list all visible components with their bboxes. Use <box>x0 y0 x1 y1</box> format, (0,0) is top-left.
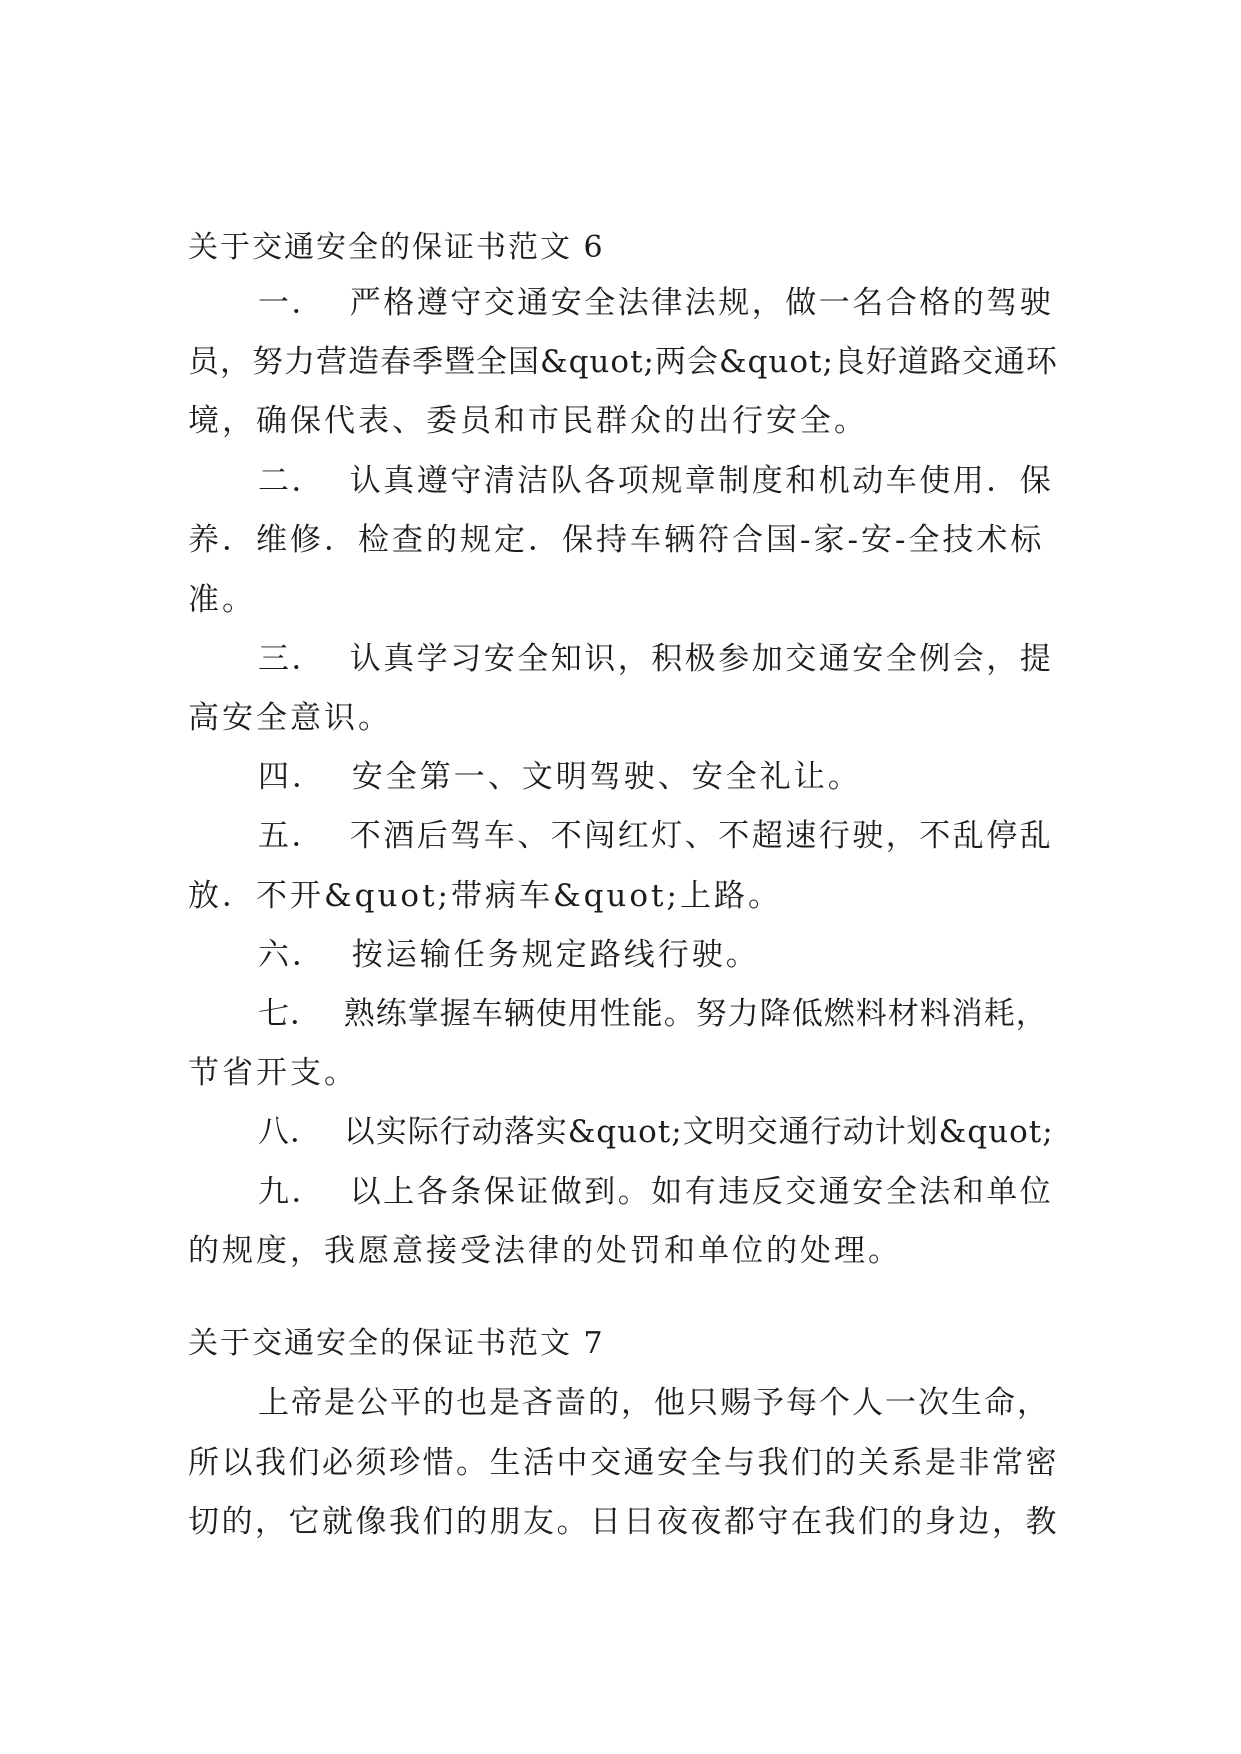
paragraph-line: 准。 <box>188 582 256 618</box>
paragraph-line: 四． 安全第一、文明驾驶、安全礼让。 <box>258 759 862 795</box>
paragraph-line: 上帝是公平的也是吝啬的，他只赐予每个人一次生命， <box>258 1385 1050 1421</box>
paragraph-line: 境，确保代表、委员和市民群众的出行安全。 <box>188 403 868 439</box>
section-6-title: 关于交通安全的保证书范文 6 <box>188 230 605 265</box>
paragraph-line: 五． 不酒后驾车、不闯红灯、不超速行驶，不乱停乱 <box>258 818 1054 854</box>
paragraph-line: 员，努力营造春季暨全国&quot;两会&quot;良好道路交通环 <box>188 344 1058 380</box>
paragraph-line: 的规度，我愿意接受法律的处罚和单位的处理。 <box>188 1233 902 1269</box>
paragraph-line: 养．维修．检查的规定．保持车辆符合国-家-安-全技术标 <box>188 522 1045 558</box>
paragraph-line: 高安全意识。 <box>188 700 392 736</box>
paragraph-line: 节省开支。 <box>188 1055 358 1091</box>
paragraph-line: 切的，它就像我们的朋友。日日夜夜都守在我们的身边，教 <box>188 1504 1059 1540</box>
section-7-title: 关于交通安全的保证书范文 7 <box>188 1326 605 1361</box>
paragraph-line: 二． 认真遵守清洁队各项规章制度和机动车使用．保 <box>258 463 1054 499</box>
paragraph-line: 八． 以实际行动落实&quot;文明交通行动计划&quot; <box>258 1114 1054 1150</box>
paragraph-line: 七． 熟练掌握车辆使用性能。努力降低燃料材料消耗， <box>258 996 1048 1032</box>
paragraph-line: 三． 认真学习安全知识，积极参加交通安全例会，提 <box>258 641 1054 677</box>
paragraph-line: 九． 以上各条保证做到。如有违反交通安全法和单位 <box>258 1174 1054 1210</box>
paragraph-line: 放．不开&quot;带病车&quot;上路。 <box>188 878 782 914</box>
paragraph-line: 一． 严格遵守交通安全法律法规，做一名合格的驾驶 <box>258 285 1054 321</box>
paragraph-line: 六． 按运输任务规定路线行驶。 <box>258 937 760 973</box>
paragraph-line: 所以我们必须珍惜。生活中交通安全与我们的关系是非常密 <box>188 1445 1059 1481</box>
